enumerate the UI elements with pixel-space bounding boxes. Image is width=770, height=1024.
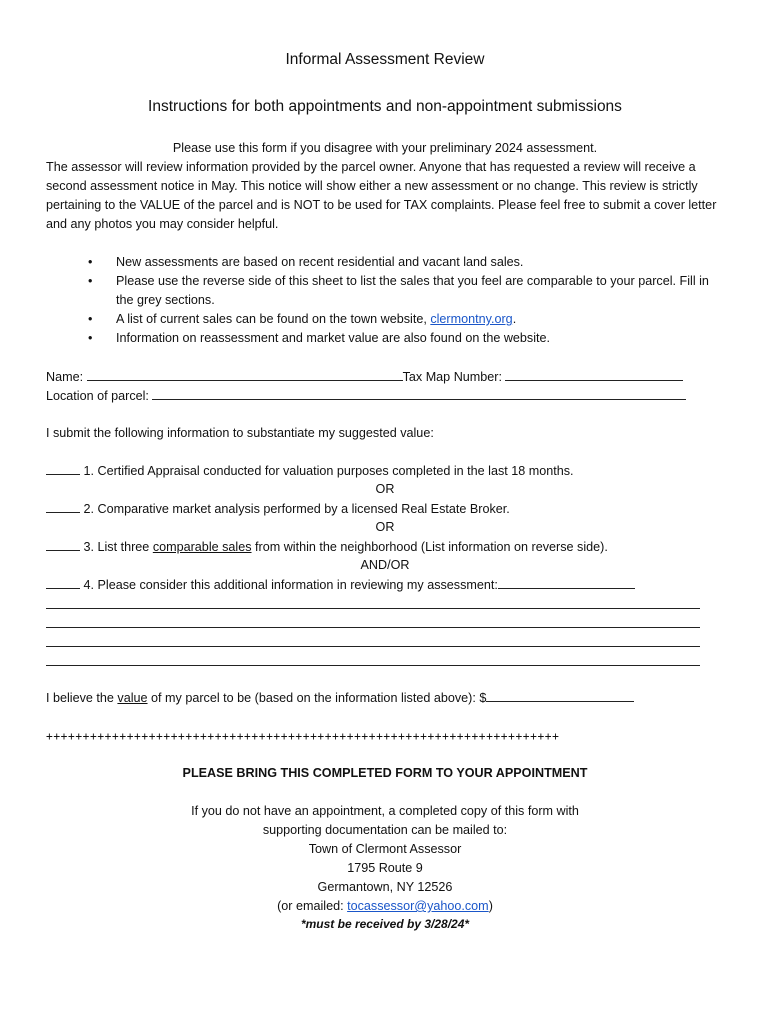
assessor-office: Town of Clermont Assessor — [308, 842, 462, 856]
tax-map-label: Tax Map Number: — [402, 370, 506, 384]
bullet-text: A list of current sales can be found on the town website, — [116, 312, 431, 326]
bullet-text: Please use the reverse side of this sheet to list the sales that you feel are comparable to your parcel. Fill in the grey sections. — [116, 274, 709, 307]
tax-map-field[interactable] — [505, 367, 683, 381]
submit-intro: I submit the following information to substantiate my suggested value: — [46, 426, 434, 440]
mail-instructions: If you do not have an appointment, a completed copy of this form with — [191, 804, 579, 818]
additional-info-line[interactable] — [46, 627, 700, 628]
option-2-text: 2. Comparative market analysis performed by a licensed Real Estate Broker. — [80, 502, 510, 516]
option-3-checkline[interactable] — [46, 537, 80, 551]
list-item — [86, 253, 726, 272]
option-4-text: 4. Please consider this additional information in reviewing my assessment: — [80, 578, 498, 592]
value-text: I believe the — [46, 691, 118, 705]
mail-instructions: supporting documentation can be mailed to: — [262, 823, 508, 837]
email-suffix: ) — [488, 899, 493, 913]
bullet-text: Information on reassessment and market value are also found on the website. — [116, 331, 551, 345]
additional-info-line[interactable] — [46, 665, 700, 666]
bring-form-notice: PLEASE BRING THIS COMPLETED FORM TO YOUR APPOINTMENT — [182, 766, 588, 780]
assessor-email-link[interactable]: tocassessor@yahoo.com — [347, 899, 489, 913]
value-row — [46, 688, 634, 708]
town-website-link[interactable]: clermontny.org — [430, 312, 513, 326]
option-3-row — [46, 537, 608, 557]
option-1-text: 1. Certified Appraisal conducted for valuation purposes completed in the last 18 months. — [80, 464, 574, 478]
comparable-sales-text: comparable sales — [152, 540, 252, 554]
list-item — [86, 310, 726, 329]
list-item — [86, 329, 726, 348]
list-item — [86, 272, 726, 310]
additional-info-line[interactable] — [46, 608, 700, 609]
form-title: Informal Assessment Review — [285, 51, 485, 68]
name-label: Name: — [46, 370, 87, 384]
option-4-checkline[interactable] — [46, 575, 80, 589]
additional-info-field[interactable] — [498, 575, 635, 589]
name-row — [46, 367, 683, 387]
location-row — [46, 386, 686, 406]
value-text-end: of my parcel to be (based on the information listed above): $ — [147, 691, 487, 705]
deadline-note: *must be received by 3/28/24* — [300, 917, 470, 931]
instruction-list — [86, 253, 726, 348]
suggested-value-field[interactable] — [486, 688, 634, 702]
bullet-suffix: . — [512, 312, 517, 326]
or-separator: OR — [375, 482, 395, 496]
bullet-text: New assessments are based on recent residential and vacant land sales. — [116, 255, 524, 269]
option-1-checkline[interactable] — [46, 461, 80, 475]
intro-paragraph: The assessor will review information provided by the parcel owner. Anyone that has requested a review will receive a second assessment notice in May. This notice will show either a new assessment or no change. This review is strictly pertaining to the VALUE of the parcel and is NOT to be used for TAX complaints. Please feel free to submit a cover letter and any photos you may consider helpful. — [46, 160, 717, 231]
plus-divider: ++++++++++++++++++++++++++++++++++++++++++++++++++++++++++++++++++++++ — [46, 730, 560, 743]
option-2-checkline[interactable] — [46, 499, 80, 513]
location-field[interactable] — [152, 386, 686, 400]
email-prefix: (or emailed: — [277, 899, 348, 913]
option-1-row — [46, 461, 574, 481]
name-field[interactable] — [87, 367, 403, 381]
option-2-row — [46, 499, 510, 519]
and-or-separator: AND/OR — [360, 558, 410, 572]
form-subtitle: Instructions for both appointments and non-appointment submissions — [148, 98, 622, 115]
location-label: Location of parcel: — [46, 389, 153, 403]
option-3-text-end: from within the neighborhood (List information on reverse side). — [251, 540, 608, 554]
intro-line: Please use this form if you disagree with your preliminary 2024 assessment. — [172, 141, 598, 155]
additional-info-line[interactable] — [46, 646, 700, 647]
option-4-row — [46, 575, 635, 595]
or-separator: OR — [375, 520, 395, 534]
assessor-street: 1795 Route 9 — [347, 861, 423, 875]
assessor-city: Germantown, NY 12526 — [317, 880, 453, 894]
option-3-text: 3. List three — [80, 540, 153, 554]
value-underlined: value — [117, 691, 148, 705]
email-row — [0, 897, 770, 916]
